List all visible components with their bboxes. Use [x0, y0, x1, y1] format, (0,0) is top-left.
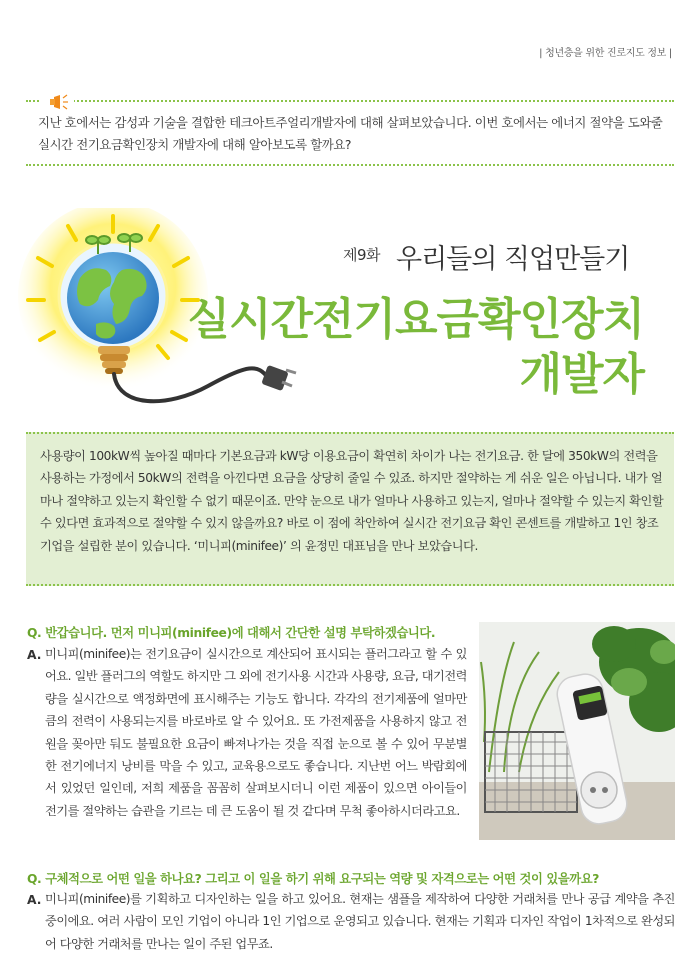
answer-2-text: 미니피(minifee)를 기획하고 디자인하는 일을 하고 있어요. 현재는 샘플을 제작하여 다양한 거래처를 만나 공급 계약을 추진 중이에요. 여러 사람이 모인 기업이 아니라 1인 기업으로 운영되고 있습니다. 현재는 기획과 디자인 작업이 1차적으로 완성되어 다양한 거래처를 만나는 일이 주된 업무죠.: [45, 892, 675, 951]
answer-1-text: 미니피(minifee)는 전기요금이 실시간으로 계산되어 표시되는 플러그라고 할 수 있어요. 일반 플러그의 역할도 하지만 그 외에 전기사용 시간과 사용량, 요금, 대기전력량을 실시간으로 액정화면에 표시해주는 기능도 합니다. 각각의 전기제품에 얼마만큼의 전력이 사용되는지를 바로바로 알 수 있어요. 또 가전제품을 사용하지 않고 전원을 꽂아만 둬도 불필요한 요금이 빠져나가는 것을 직접 눈으로 볼 수 있어 무분별한 전기에너지 낭비를 막을 수 있고, 교육용으로도 좋습니다. 지난번 어느 박람회에서 있었던 일인데, 저희 제품을 꼼꼼히 살펴보시더니 이런 제품이 있으면 아이들이 전기를 절약하는 습관을 기르는 데 큰 도움이 될 것 같다며 무척 좋아하시더라고요.: [45, 647, 467, 818]
question-2: Q. 구체적으로 어떤 일을 하나요? 그리고 이 일을 하기 위해 요구되는 역량 및 자격으로는 어떤 것이 있을까요?: [27, 872, 599, 886]
product-photo: [479, 622, 675, 840]
summary-box: [26, 432, 674, 586]
series-title: 우리들의 직업만들기: [396, 244, 630, 275]
intro-box: [26, 100, 674, 166]
main-title-line2: 개발자: [519, 349, 644, 400]
answer-1-mark: A.: [27, 648, 42, 662]
answer-2-mark: A.: [27, 893, 42, 907]
header-tag: | 청년층을 위한 진로지도 정보 |: [539, 48, 672, 59]
question-1: Q. 반갑습니다. 먼저 미니피(minifee)에 대해서 간단한 설명 부탁하겠습니다.: [27, 626, 436, 640]
main-title-line1: 실시간전기요금확인장치: [187, 294, 644, 345]
summary-text: 사용량이 100kW씩 높아질 때마다 기본요금과 kW당 이용요금이 확연히 차이가 나는 전기요금. 한 달에 350kW의 전력을 사용하는 가정에서 50kW의 전력을 아낀다면 요금을 상당히 줄일 수 있죠. 하지만 절약하는 게 쉬운 일은 아닙니다. 내가 얼마나 절약하고 있는지 확인할 수 없기 때문이죠. 만약 눈으로 내가 얼마나 사용하고 있는지, 얼마나 절약할 수 있는지 확인할 수 있다면 효과적으로 절약할 수 있지 않을까요? 바로 이 점에 착안하여 실시간 전기요금 확인 콘센트를 개발하고 1인 창조기업을 설립한 분이 있습니다. ‘미니피(minifee)’ 의 윤정민 대표님을 만나 보았습니다.: [40, 449, 664, 553]
speaker-icon: [40, 94, 74, 110]
episode-number: 제9화: [343, 246, 381, 264]
intro-text: 지난 호에서는 감성과 기술을 결합한 테크아트주얼리개발자에 대해 살펴보았습니다. 이번 호에서는 에너지 절약을 도와줄 실시간 전기요금확인장치 개발자에 대해 알아보도록 할까요?: [38, 115, 663, 152]
